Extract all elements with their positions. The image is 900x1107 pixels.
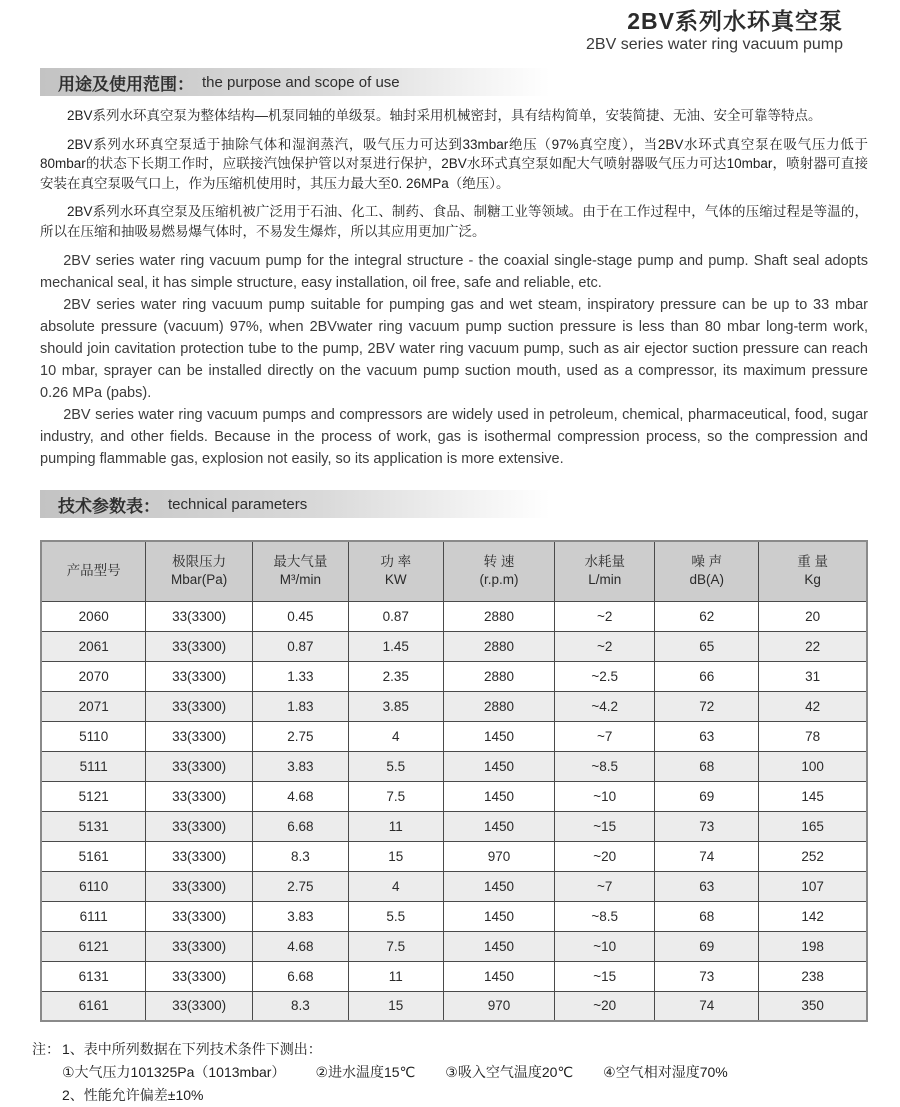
list-item: ①大气压力101325Pa（1013mbar） [62, 1064, 286, 1080]
table-cell: 2070 [41, 661, 146, 691]
table-cell: 2880 [443, 631, 555, 661]
table-cell: 5131 [41, 811, 146, 841]
table-cell: 33(3300) [146, 811, 253, 841]
table-cell: 1450 [443, 901, 555, 931]
table-cell: 5161 [41, 841, 146, 871]
table-cell: 5111 [41, 751, 146, 781]
table-cell: 6131 [41, 961, 146, 991]
section-heading-parameters [40, 490, 550, 518]
table-cell: 63 [655, 721, 759, 751]
list-item: ④空气相对湿度70% [603, 1064, 728, 1080]
table-row [41, 961, 867, 991]
table-cell: 22 [759, 631, 867, 661]
table-column-header: 重 量 Kg [759, 541, 867, 601]
table-cell: 1450 [443, 721, 555, 751]
table-column-header: 极限压力 Mbar(Pa) [146, 541, 253, 601]
table-cell: 0.87 [252, 631, 348, 661]
table-cell: ~2 [555, 631, 655, 661]
table-cell: 63 [655, 871, 759, 901]
table-cell: 1450 [443, 871, 555, 901]
table-cell: ~4.2 [555, 691, 655, 721]
table-cell: 4 [348, 721, 443, 751]
table-cell: 33(3300) [146, 871, 253, 901]
table-cell: ~20 [555, 841, 655, 871]
table-cell: 65 [655, 631, 759, 661]
table-cell: ~8.5 [555, 901, 655, 931]
table-cell: 5121 [41, 781, 146, 811]
table-cell: 8.3 [252, 991, 348, 1021]
paragraph: 2BV series water ring vacuum pump suitable for pumping gas and wet steam, inspiratory pressure can be up to 33 mbar absolute pressure (vacuum) 97%, when 2BVwater ring vacuum pump suction pressure is less than 80 mbar long-term work, should join cavitation protection tube to the pump, 2BV water ring vacuum pump, such as air ejector suction pressure can reach 10 mbar, sprayer can be installed directly on the vacuum pump suction mouth, used as a compressor, its maximum pressure 0.26 MPa (pabs). [40, 297, 868, 401]
paragraph: 2BV系列水环真空泵为整体结构—机泵同轴的单级泵。轴封采用机械密封，具有结构简单，安装简捷、无油、安全可靠等特点。 [67, 108, 822, 123]
table-cell: 74 [655, 841, 759, 871]
section-heading-purpose-zh: 用途及使用范围： [58, 74, 194, 94]
table-cell: 2.35 [348, 661, 443, 691]
table-cell: 3.83 [252, 901, 348, 931]
table-row [41, 781, 867, 811]
table-cell: 33(3300) [146, 961, 253, 991]
paragraph: 2BV series water ring vacuum pump for the integral structure - the coaxial single-stage pump and pump. Shaft seal adopts mechanical seal, it has simple structure, easy installation, oil free, safe and reliable, etc. [40, 253, 868, 291]
table-column-header: 噪 声 dB(A) [655, 541, 759, 601]
table-cell: 33(3300) [146, 721, 253, 751]
table-wrapper [40, 540, 868, 1022]
table-cell: 142 [759, 901, 867, 931]
table-cell: ~20 [555, 991, 655, 1021]
table-row [41, 661, 867, 691]
note-prefix: 注： [32, 1041, 60, 1057]
table-cell: 970 [443, 841, 555, 871]
table-cell: 2061 [41, 631, 146, 661]
table-cell: 6121 [41, 931, 146, 961]
page-title-zh: 2BV系列水环真空泵 [627, 8, 843, 34]
table-cell: 2.75 [252, 871, 348, 901]
table-row [41, 751, 867, 781]
note-line-3 [32, 1084, 868, 1107]
table-row [41, 631, 867, 661]
technical-parameters-table [40, 540, 868, 1022]
table-cell: 15 [348, 841, 443, 871]
table-cell: 970 [443, 991, 555, 1021]
table-cell: 4 [348, 871, 443, 901]
note-conditions [62, 1061, 728, 1084]
table-cell: 20 [759, 601, 867, 631]
table-cell: 2071 [41, 691, 146, 721]
table-cell: 0.87 [348, 601, 443, 631]
paragraph: 2BV series water ring vacuum pumps and compressors are widely used in petroleum, chemical, pharmaceutical, food, sugar industry, and other fields. Because in the process of work, gas is isothermal compression process, so the compression and pumping flammable gas, explosion not easily, so its application is more extensive. [40, 407, 868, 467]
table-cell: 11 [348, 961, 443, 991]
table-cell: 7.5 [348, 781, 443, 811]
table-cell: 33(3300) [146, 781, 253, 811]
table-header-row [41, 541, 867, 601]
table-cell: 1.83 [252, 691, 348, 721]
table-cell: 0.45 [252, 601, 348, 631]
table-cell: 350 [759, 991, 867, 1021]
table-column-header: 产品型号 [41, 541, 146, 601]
table-cell: 33(3300) [146, 991, 253, 1021]
table-row [41, 871, 867, 901]
table-cell: ~2.5 [555, 661, 655, 691]
note-line-2 [32, 1061, 868, 1084]
note-line-1-text: 1、表中所列数据在下列技术条件下测出： [62, 1041, 322, 1057]
table-cell: 69 [655, 931, 759, 961]
section-heading-purpose-en: the purpose and scope of use [202, 73, 400, 91]
table-cell: 62 [655, 601, 759, 631]
table-cell: 33(3300) [146, 691, 253, 721]
table-cell: 238 [759, 961, 867, 991]
table-cell: 1450 [443, 811, 555, 841]
purpose-paragraphs-zh [40, 106, 868, 241]
table-cell: 6110 [41, 871, 146, 901]
table-cell: 2880 [443, 601, 555, 631]
table-cell: 11 [348, 811, 443, 841]
table-cell: 33(3300) [146, 601, 253, 631]
table-cell: 5.5 [348, 901, 443, 931]
table-cell: 68 [655, 901, 759, 931]
table-row [41, 931, 867, 961]
table-cell: 15 [348, 991, 443, 1021]
table-cell: 1.45 [348, 631, 443, 661]
table-cell: 74 [655, 991, 759, 1021]
table-cell: 33(3300) [146, 931, 253, 961]
table-cell: 6161 [41, 991, 146, 1021]
table-cell: 2060 [41, 601, 146, 631]
table-cell: 33(3300) [146, 841, 253, 871]
table-body [41, 601, 867, 1021]
table-cell: 78 [759, 721, 867, 751]
table-cell: 5110 [41, 721, 146, 751]
table-row [41, 841, 867, 871]
table-row [41, 991, 867, 1021]
list-item: ③吸入空气温度20℃ [445, 1064, 574, 1080]
section-heading-parameters-en: technical parameters [168, 495, 308, 513]
table-column-header: 功 率 KW [348, 541, 443, 601]
table-row [41, 811, 867, 841]
table-cell: 73 [655, 811, 759, 841]
table-cell: 2880 [443, 691, 555, 721]
table-cell: ~15 [555, 961, 655, 991]
table-row [41, 691, 867, 721]
table-cell: ~10 [555, 781, 655, 811]
table-cell: 31 [759, 661, 867, 691]
table-cell: 6111 [41, 901, 146, 931]
table-cell: 107 [759, 871, 867, 901]
table-row [41, 721, 867, 751]
list-item: ②进水温度15℃ [315, 1064, 416, 1080]
table-cell: 6.68 [252, 811, 348, 841]
table-cell: 4.68 [252, 931, 348, 961]
table-cell: 100 [759, 751, 867, 781]
purpose-paragraphs-en [40, 250, 868, 470]
table-cell: 5.5 [348, 751, 443, 781]
table-cell: ~8.5 [555, 751, 655, 781]
table-cell: 1450 [443, 961, 555, 991]
section-heading-parameters-zh: 技术参数表： [58, 496, 160, 516]
table-cell: 1450 [443, 931, 555, 961]
table-cell: 33(3300) [146, 661, 253, 691]
table-cell: 73 [655, 961, 759, 991]
table-cell: 33(3300) [146, 901, 253, 931]
table-cell: ~2 [555, 601, 655, 631]
table-row [41, 901, 867, 931]
table-cell: ~7 [555, 721, 655, 751]
table-column-header: 最大气量 M³/min [252, 541, 348, 601]
table-cell: ~7 [555, 871, 655, 901]
table-cell: ~15 [555, 811, 655, 841]
notes-block [32, 1038, 868, 1107]
table-cell: 1450 [443, 751, 555, 781]
table-row [41, 601, 867, 631]
page-title-en: 2BV series water ring vacuum pump [586, 36, 843, 53]
table-cell: 33(3300) [146, 751, 253, 781]
table-cell: 145 [759, 781, 867, 811]
table-cell: 252 [759, 841, 867, 871]
paragraph: 2BV系列水环真空泵及压缩机被广泛用于石油、化工、制药、食品、制糖工业等领域。由于在工作过程中，气体的压缩过程是等温的，所以在压缩和抽吸易燃易爆气体时，不易发生爆炸，所以其应用更加广泛。 [40, 204, 868, 239]
section-heading-purpose [40, 68, 550, 96]
table-cell: 165 [759, 811, 867, 841]
note-line-3-text: 2、性能允许偏差±10% [62, 1087, 204, 1103]
table-cell: ~10 [555, 931, 655, 961]
note-line-1 [32, 1038, 868, 1061]
table-column-header: 水耗量 L/min [555, 541, 655, 601]
table-cell: 42 [759, 691, 867, 721]
table-cell: 3.85 [348, 691, 443, 721]
table-cell: 6.68 [252, 961, 348, 991]
table-cell: 7.5 [348, 931, 443, 961]
paragraph: 2BV系列水环真空泵适于抽除气体和湿润蒸汽，吸气压力可达到33mbar绝压（97%真空度），当2BV水环式真空泵在吸气压力低于80mbar的状态下长期工作时，应联接汽蚀保护管以对泵进行保护，2BV水环式真空泵如配大气喷射器吸气压力可达10mbar，喷射器可直接安装在真空泵吸气口上，作为压缩机使用时，其压力最大至0. 26MPa（绝压）。 [40, 136, 868, 191]
table-cell: 33(3300) [146, 631, 253, 661]
table-cell: 2.75 [252, 721, 348, 751]
table-cell: 72 [655, 691, 759, 721]
table-cell: 2880 [443, 661, 555, 691]
table-cell: 66 [655, 661, 759, 691]
table-cell: 69 [655, 781, 759, 811]
table-cell: 8.3 [252, 841, 348, 871]
table-cell: 1450 [443, 781, 555, 811]
table-cell: 1.33 [252, 661, 348, 691]
table-column-header: 转 速 (r.p.m) [443, 541, 555, 601]
table-cell: 4.68 [252, 781, 348, 811]
table-cell: 3.83 [252, 751, 348, 781]
table-cell: 68 [655, 751, 759, 781]
title-block [40, 8, 868, 56]
table-cell: 198 [759, 931, 867, 961]
